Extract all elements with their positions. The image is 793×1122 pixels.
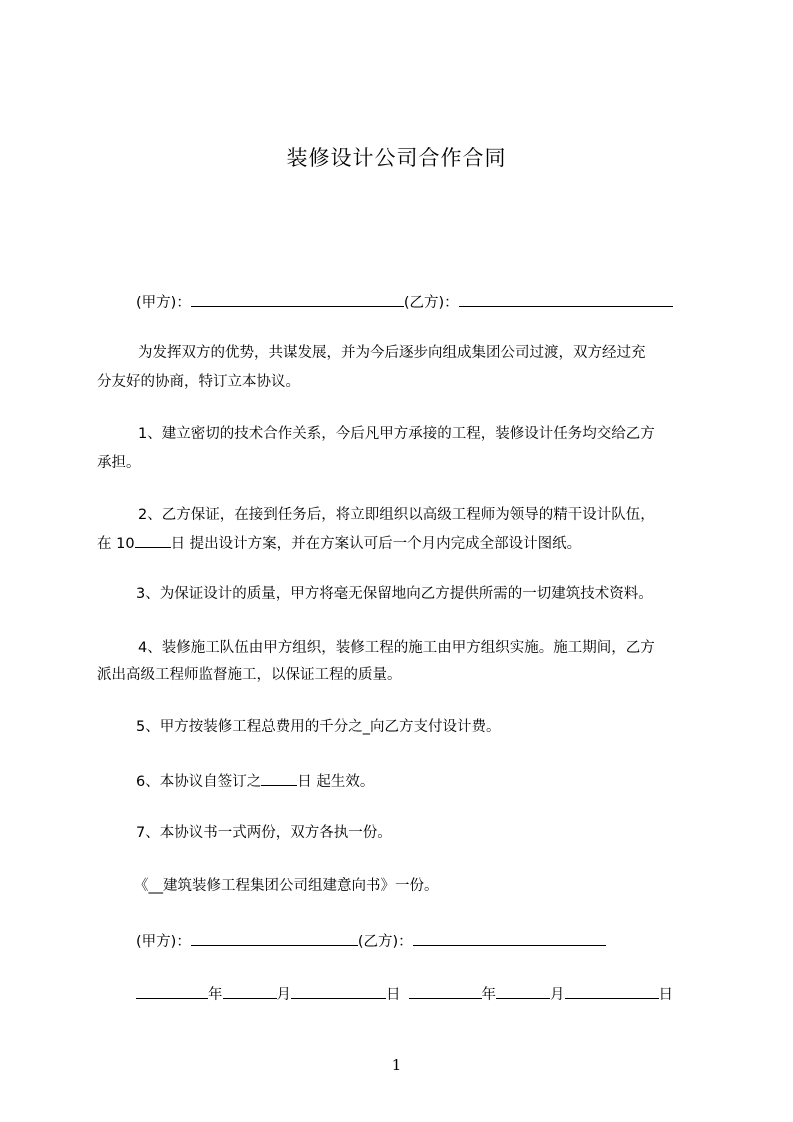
intro-line-1: 为发挥双方的优势，共谋发展，并为今后逐步向组成集团公司过渡，双方经过充	[138, 345, 646, 361]
parties-line-top	[136, 292, 673, 313]
clause-4-line-2: 派出高级工程师监督施工，以保证工程的质量。	[97, 667, 402, 683]
clause-2-blank	[135, 533, 171, 548]
party-a-label-bottom: (甲方)：	[136, 934, 191, 950]
month-label-b: 月	[550, 987, 565, 1003]
intro-line-2: 分友好的协商，特订立本协议。	[97, 374, 300, 390]
clause-2-prefix: 在 10	[97, 536, 135, 552]
day-label-b: 日	[658, 987, 673, 1003]
clause-6-suffix: 日 起生效。	[297, 774, 375, 790]
clause-3: 3、为保证设计的质量，甲方将毫无保留地向乙方提供所需的一切建筑技术资料。	[136, 586, 653, 602]
party-b-blank-bottom	[413, 931, 606, 946]
month-blank-b	[496, 984, 550, 999]
clause-4-line-1: 4、装修施工队伍由甲方组织，装修工程的施工由甲方组织实施。施工期间，乙方	[138, 640, 655, 656]
party-a-blank-bottom	[191, 931, 358, 946]
party-b-label: (乙方)：	[403, 295, 459, 311]
year-blank-a	[136, 984, 208, 999]
clause-6-blank	[261, 771, 297, 786]
clause-2-suffix: 日 提出设计方案，并在方案认可后一个月内完成全部设计图纸。	[170, 536, 582, 552]
clause-2-line-1: 2、乙方保证，在接到任务后，将立即组织以高级工程师为领导的精干设计队伍，	[138, 507, 655, 523]
attachment-line: 《__建筑装修工程集团公司组建意向书》一份。	[134, 878, 439, 894]
clause-7: 7、本协议书一式两份，双方各执一份。	[136, 825, 392, 841]
year-label-a: 年	[208, 987, 223, 1003]
party-b-label-bottom: (乙方)：	[357, 934, 413, 950]
document-title: 装修设计公司合作合同	[286, 146, 507, 170]
clause-2-line-2	[97, 533, 581, 554]
month-label-a: 月	[276, 987, 291, 1003]
day-label-a: 日	[386, 987, 401, 1003]
year-label-b: 年	[481, 987, 496, 1003]
day-blank-b	[565, 984, 659, 999]
clause-6	[136, 771, 374, 792]
clause-6-prefix: 6、本协议自签订之	[136, 774, 262, 790]
clause-1-line-2: 承担。	[97, 455, 141, 471]
parties-line-bottom	[136, 931, 606, 952]
year-blank-b	[409, 984, 482, 999]
day-blank-a	[291, 984, 386, 999]
clause-1-line-1: 1、建立密切的技术合作关系，今后凡甲方承接的工程，装修设计任务均交给乙方	[138, 426, 655, 442]
date-line	[136, 984, 673, 1005]
clause-5: 5、甲方按装修工程总费用的千分之_向乙方支付设计费。	[136, 719, 501, 735]
party-a-label: (甲方)：	[136, 295, 191, 311]
party-a-blank	[191, 292, 404, 307]
month-blank-a	[223, 984, 277, 999]
party-b-blank	[459, 292, 673, 307]
page-number: 1	[391, 1056, 402, 1074]
